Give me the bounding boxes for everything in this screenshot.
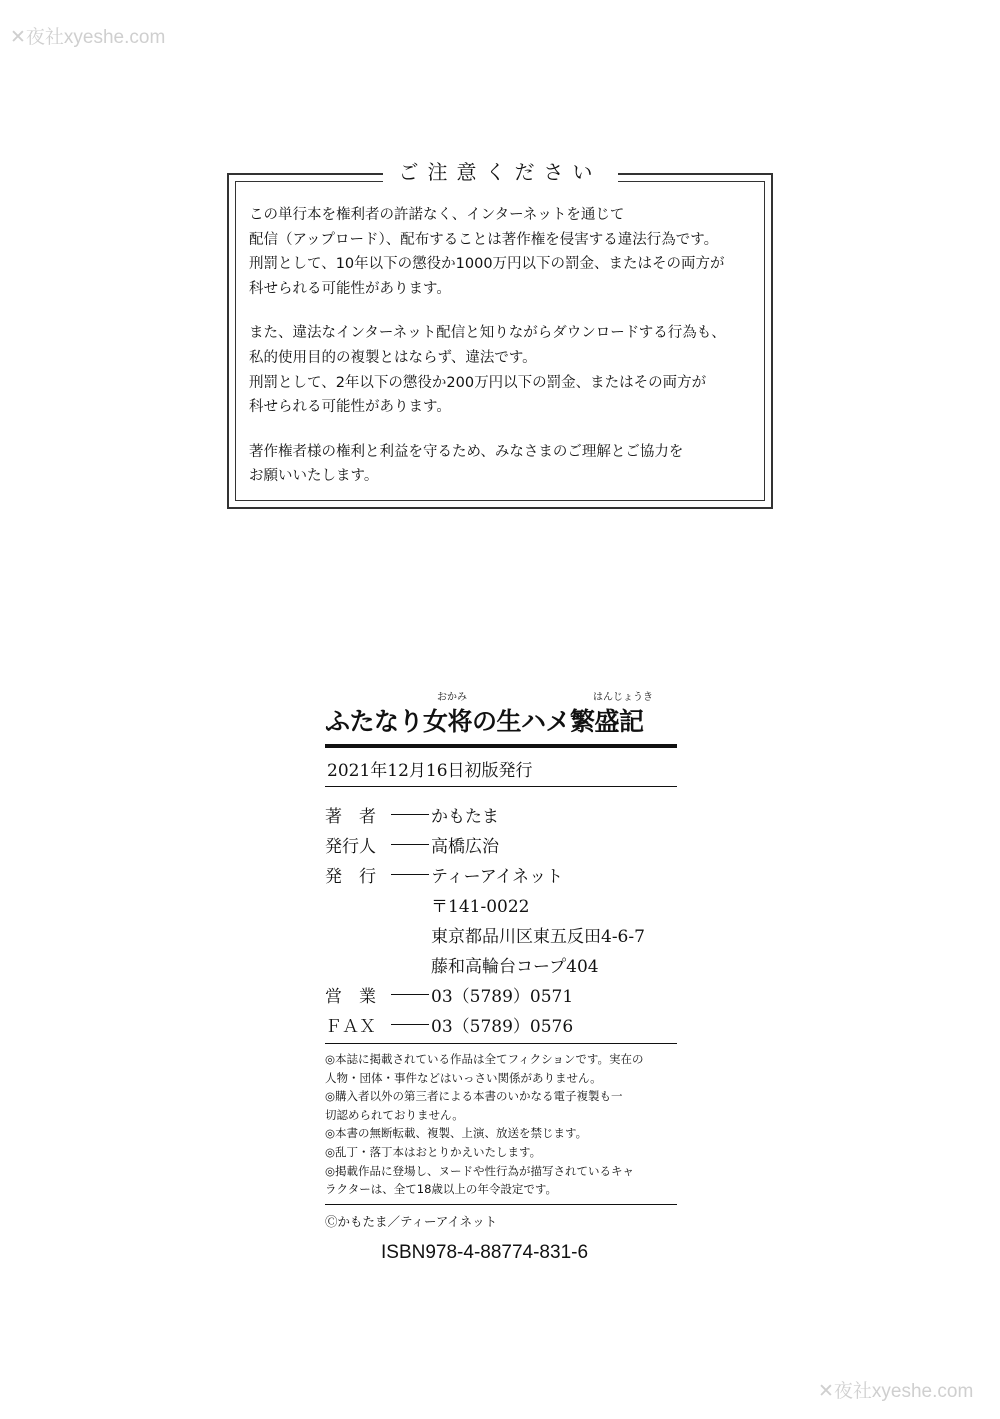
ruby-okami: おかみ [437,692,467,703]
postal-code: 〒141-0022 [431,896,530,917]
date-rule [325,786,677,787]
credit-label: 発 行 [325,866,376,887]
note-line: 切認められておりません。 [325,1107,464,1122]
credit-value: 03（5789）0571 [431,986,574,1007]
credit-dash [391,1024,429,1025]
notice-line: 私的使用目的の複製とはならず、違法です。 [249,349,537,366]
notes-rule-bottom [325,1204,677,1205]
credits [325,799,677,1039]
credit-value: かもたま [431,806,499,827]
note-line: ラクターは、全て18歳以上の年令設定です。 [325,1182,557,1197]
notice-paragraph-3 [249,440,763,489]
book-title-text: ふたなり女将の生ハメ繁盛記 [325,707,644,736]
watermark-top: ✕夜社xyeshe.com [10,27,166,48]
credit-row-author [325,799,677,829]
credit-value: 高橋広治 [431,836,499,857]
credit-row-publisher [325,829,677,859]
note-line: ◎乱丁・落丁本はおとりかえいたします。 [325,1144,542,1159]
ruby-hanjouki: はんじょうき [593,692,653,703]
notice-line: お願いいたします。 [249,468,379,485]
credit-value: ティーアイネット [431,866,564,887]
credit-label: 発行人 [325,836,376,857]
notice-line: この単行本を権利者の許諾なく、インターネットを通じて [249,207,625,223]
notice-paragraph-2 [249,321,763,419]
note-line: ◎購入者以外の第三者による本書のいかなる電子複製も一 [325,1089,623,1104]
notes-rule-top [325,1043,677,1044]
copyright-line: Ⓒかもたま／ティーアイネット [325,1213,498,1229]
notice-line: 科せられる可能性があります。 [249,280,451,297]
credit-label: ＦＡＸ [325,1016,376,1037]
notice-line: また、違法なインターネット配信と知りながらダウンロードする行為も、 [249,325,726,342]
publication-date: 2021年12月16日初版発行 [327,761,533,781]
notice-line: 刑罰として、2年以下の懲役か200万円以下の罰金、またはその両方が [249,374,707,391]
colophon [325,686,677,1264]
notice-line: 科せられる可能性があります。 [249,399,451,416]
credit-row-fax [325,1009,677,1039]
copyright-notice-box [227,160,773,509]
notice-title: ご注意ください [383,160,618,184]
credit-label: 営 業 [325,986,376,1007]
note-line: ◎掲載作品に登場し、ヌードや性行為が描写されているキャ [325,1163,635,1178]
title-rule [325,744,677,748]
credit-dash [391,874,429,875]
credit-dash [391,844,429,845]
book-title [325,686,677,740]
credit-dash [391,994,429,995]
notice-line: 著作権者様の権利と利益を守るため、みなさまのご理解とご協力を [249,443,684,460]
notice-paragraph-1 [249,203,763,301]
watermark-bottom: ✕夜社xyeshe.com [818,1381,974,1402]
notice-body [249,203,763,509]
credit-dash [391,814,429,815]
credit-value: 03（5789）0576 [431,1016,574,1037]
credit-row-sales [325,979,677,1009]
address-line-2: 藤和高輪台コープ404 [431,956,599,977]
notice-line: 刑罰として、10年以下の懲役か1000万円以下の罰金、またはその両方が [249,256,725,273]
note-line: 人物・団体・事件などはいっさい関係がありません。 [325,1070,602,1085]
disclaimer-notes [325,1050,677,1199]
notice-line: 配信（アップロード）、配布することは著作権を侵害する違法行為です。 [249,231,719,248]
note-line: ◎本書の無断転載、複製、上演、放送を禁じます。 [325,1126,588,1141]
credit-label: 著 者 [325,806,376,827]
credit-row-issuer [325,859,677,889]
address-line-1: 東京都品川区東五反田4-6-7 [431,926,645,947]
isbn: ISBN978-4-88774-831-6 [381,1241,589,1263]
note-line: ◎本誌に掲載されている作品は全てフィクションです。実在の [325,1052,644,1066]
